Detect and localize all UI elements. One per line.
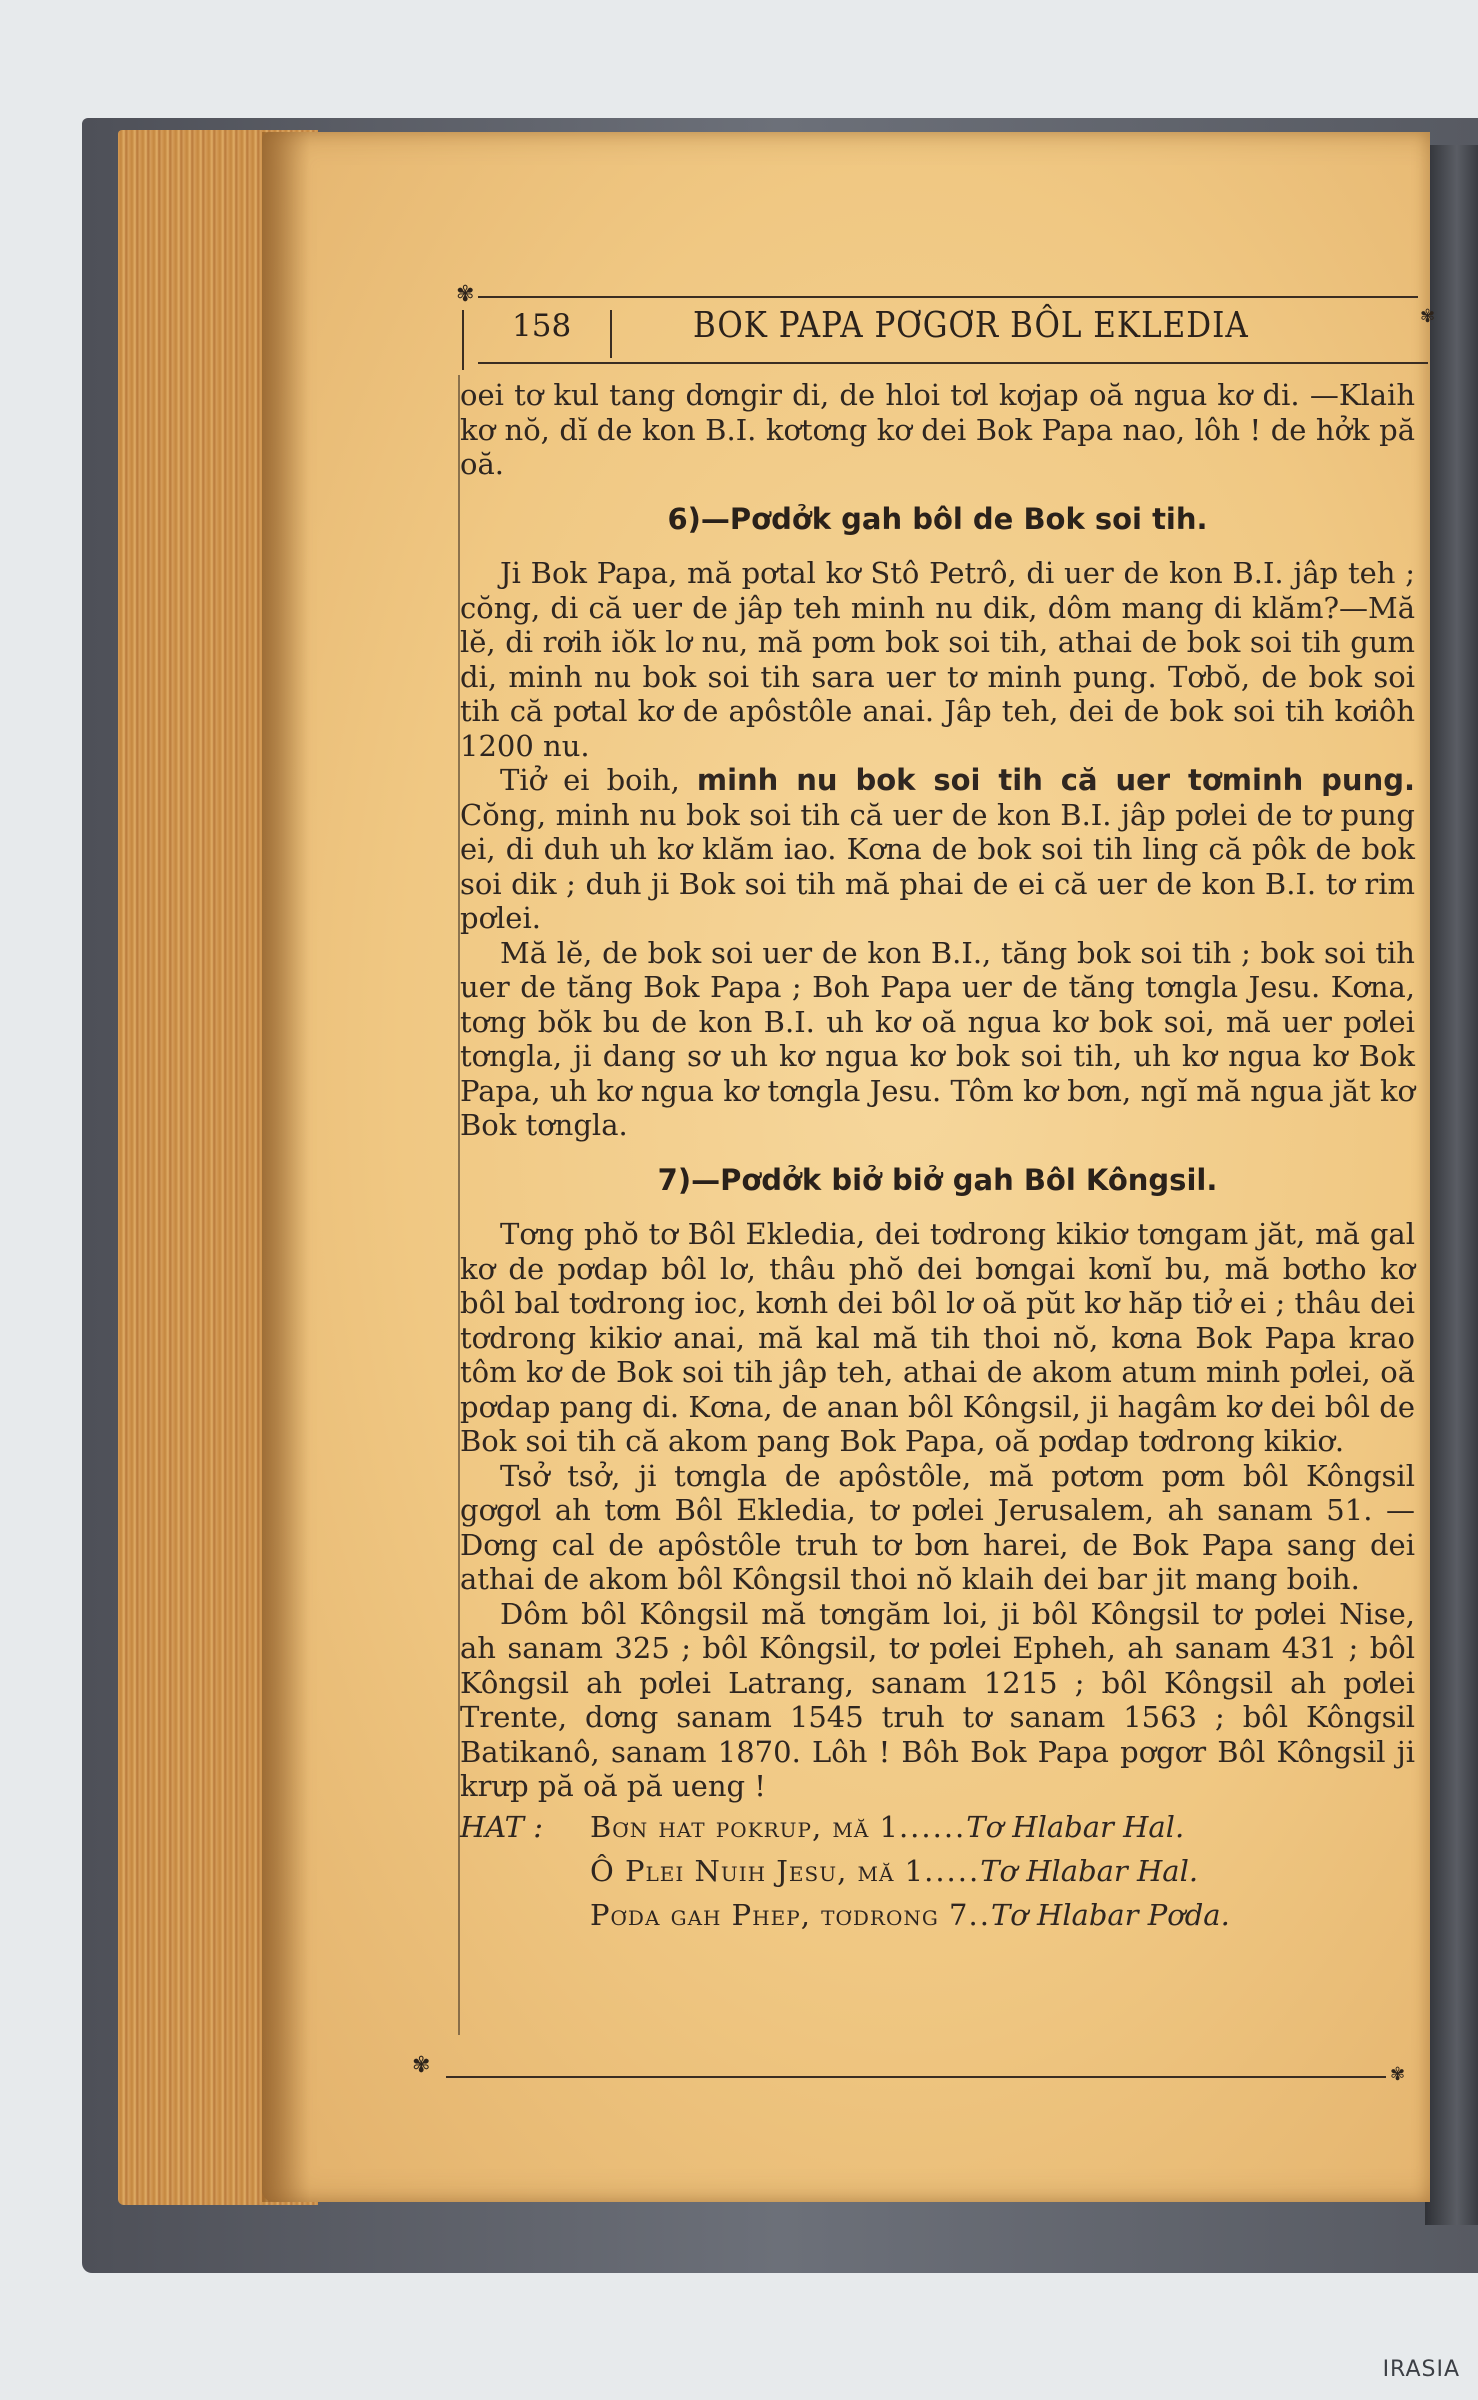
hymn-list — [460, 1810, 1415, 1942]
emphasis-text: minh nu bok soi tih că uer tơminh pung. — [696, 763, 1415, 797]
hymn-title: Pơda gah Phep, tơdrong 7 — [590, 1897, 969, 1932]
hymn-leader-dots: ...... — [898, 1809, 967, 1844]
book-spine-edge — [1425, 145, 1478, 2225]
paragraph: oei tơ kul tang dơngir di, de hloi tơl kơjap oă ngua kơ di. —Klaih kơ nŏ, dĭ de kon B.I. kơtơng kơ dei Bok Papa nao, lôh ! de hởk pă oă. — [460, 378, 1415, 481]
section-heading-7: 7)—Pơdởk biở biở gah Bôl Kôngsil. — [657, 1162, 1218, 1197]
header-left-rule — [462, 310, 464, 370]
hymn-leader-dots: ..... — [924, 1853, 981, 1888]
hymn-label: HAT : — [460, 1809, 543, 1844]
paragraph: Tơng phŏ tơ Bôl Ekledia, dei tơdrong kikiơ tơngam jăt, mă gal kơ de pơdap bôl lơ, thâu phŏ dei bơngai kơnĭ bu, mă bơtho kơ bôl bal tơdrong ioc, kơnh dei bôl lơ oă pŭt kơ hăp tiở ei ; thâu dei tơdrong kikiơ anai, mă kal mă tih thoi nŏ, kơna Bok Papa krao tôm kơ de Bok soi tih jâp teh, athai de akom atum minh pơlei, oă pơdap pang di. Kơna, de anan bôl Kôngsil, ji hagâm kơ dei bôl de Bok soi tih că akom pang Bok Papa, oă pơdap tơdrong kikiơ. — [460, 1217, 1415, 1458]
page-gutter-shadow — [262, 132, 310, 2202]
hymn-reference: Tơ Hlabar Hal. — [966, 1809, 1185, 1844]
corner-ornament-icon: ✾ — [456, 282, 475, 307]
corner-ornament-icon: ✾ — [412, 2053, 431, 2078]
page-number: 158 — [512, 308, 572, 344]
footer-rule — [446, 2076, 1386, 2078]
header-top-rule — [478, 296, 1418, 298]
running-title: BOK PAPA PƠGƠR BÔL EKLEDIA — [693, 305, 1249, 347]
hymn-title: Ô Plei Nuih Jesu, mă 1 — [590, 1853, 925, 1888]
paragraph: Mă lĕ, de bok soi uer de kon B.I., tăng bok soi tih ; bok soi tih uer de tăng Bok Papa ; Boh Papa uer de tăng tơngla Jesu. Kơna, tơng bŏk bu de kon B.I. uh kơ oă ngua kơ bok soi, mă uer pơlei tơngla, ji dang sơ uh kơ ngua kơ bok soi tih, uh kơ ngua kơ Bok Papa, uh kơ ngua kơ tơngla Jesu. Tôm kơ bơn, ngĭ mă ngua jăt kơ Bok tơngla. — [460, 935, 1415, 1142]
section-heading-6: 6)—Pơdởk gah bôl de Bok soi tih. — [667, 501, 1208, 536]
hymn-reference: Tơ Hlabar Pơda. — [990, 1897, 1230, 1932]
hymn-reference: Tơ Hlabar Hal. — [980, 1853, 1199, 1888]
hymn-line — [460, 1854, 1415, 1898]
paragraph: Dôm bôl Kôngsil mă tơngăm loi, ji bôl Kôngsil tơ pơlei Nise, ah sanam 325 ; bôl Kôngsil, tơ pơlei Epheh, ah sanam 431 ; bôl Kôngsil ah pơlei Latrang, sanam 1215 ; bôl Kôngsil ah pơlei Trente, dơng sanam 1545 truh tơ sanam 1563 ; bôl Kôngsil Batikanô, sanam 1870. Lôh ! Bôh Bok Papa pơgơr Bôl Kôngsil ji krưp pă oă pă ueng ! — [460, 1596, 1415, 1803]
paragraph-rest: Cŏng, minh nu bok soi tih că uer de kon B.I. jâp pơlei de tơ pung ei, di duh uh kơ klăm iao. Kơna de bok soi tih ling că pôk de bok soi dik ; duh ji Bok soi tih mă phai de ei că uer de kon B.I. tơ rim pơlei. — [460, 797, 1415, 935]
paragraph-lead: Tiở ei boih, — [500, 763, 697, 797]
hymn-title: Bơn hat pokrup, mă 1 — [590, 1809, 899, 1844]
header-bottom-rule — [478, 362, 1428, 364]
header-divider-rule — [610, 310, 612, 358]
paragraph — [460, 763, 1415, 936]
hymn-line — [460, 1898, 1415, 1942]
corner-ornament-icon: ✾ — [1390, 2064, 1406, 2085]
hymn-line — [460, 1810, 1415, 1854]
hymn-leader-dots: .. — [968, 1897, 991, 1932]
page-body — [460, 378, 1415, 1942]
watermark: IRASIA — [1382, 2357, 1460, 2382]
paragraph: Ji Bok Papa, mă pơtal kơ Stô Petrô, di uer de kon B.I. jâp teh ; cŏng, di că uer de jâp teh minh nu dik, dôm mang di klăm?—Mă lĕ, di rơih iŏk lơ nu, mă pơm bok soi tih, athai de bok soi tih gum di, minh nu bok soi tih sara uer tơ minh pung. Tơbŏ, de bok soi tih că pơtal kơ de apôstôle anai. Jâp teh, dei de bok soi tih kơiôh 1200 nu. — [460, 556, 1415, 763]
paragraph: Tsở tsở, ji tơngla de apôstôle, mă pơtơm pơm bôl Kôngsil gơgơl ah tơm Bôl Ekledia, tơ pơlei Jerusalem, ah sanam 51. —Dơng cal de apôstôle truh tơ bơn harei, de Bok Papa sang dei athai de akom bôl Kôngsil thoi nŏ klaih dei bar jit mang boih. — [460, 1458, 1415, 1596]
corner-ornament-icon: ✾ — [1420, 306, 1436, 327]
